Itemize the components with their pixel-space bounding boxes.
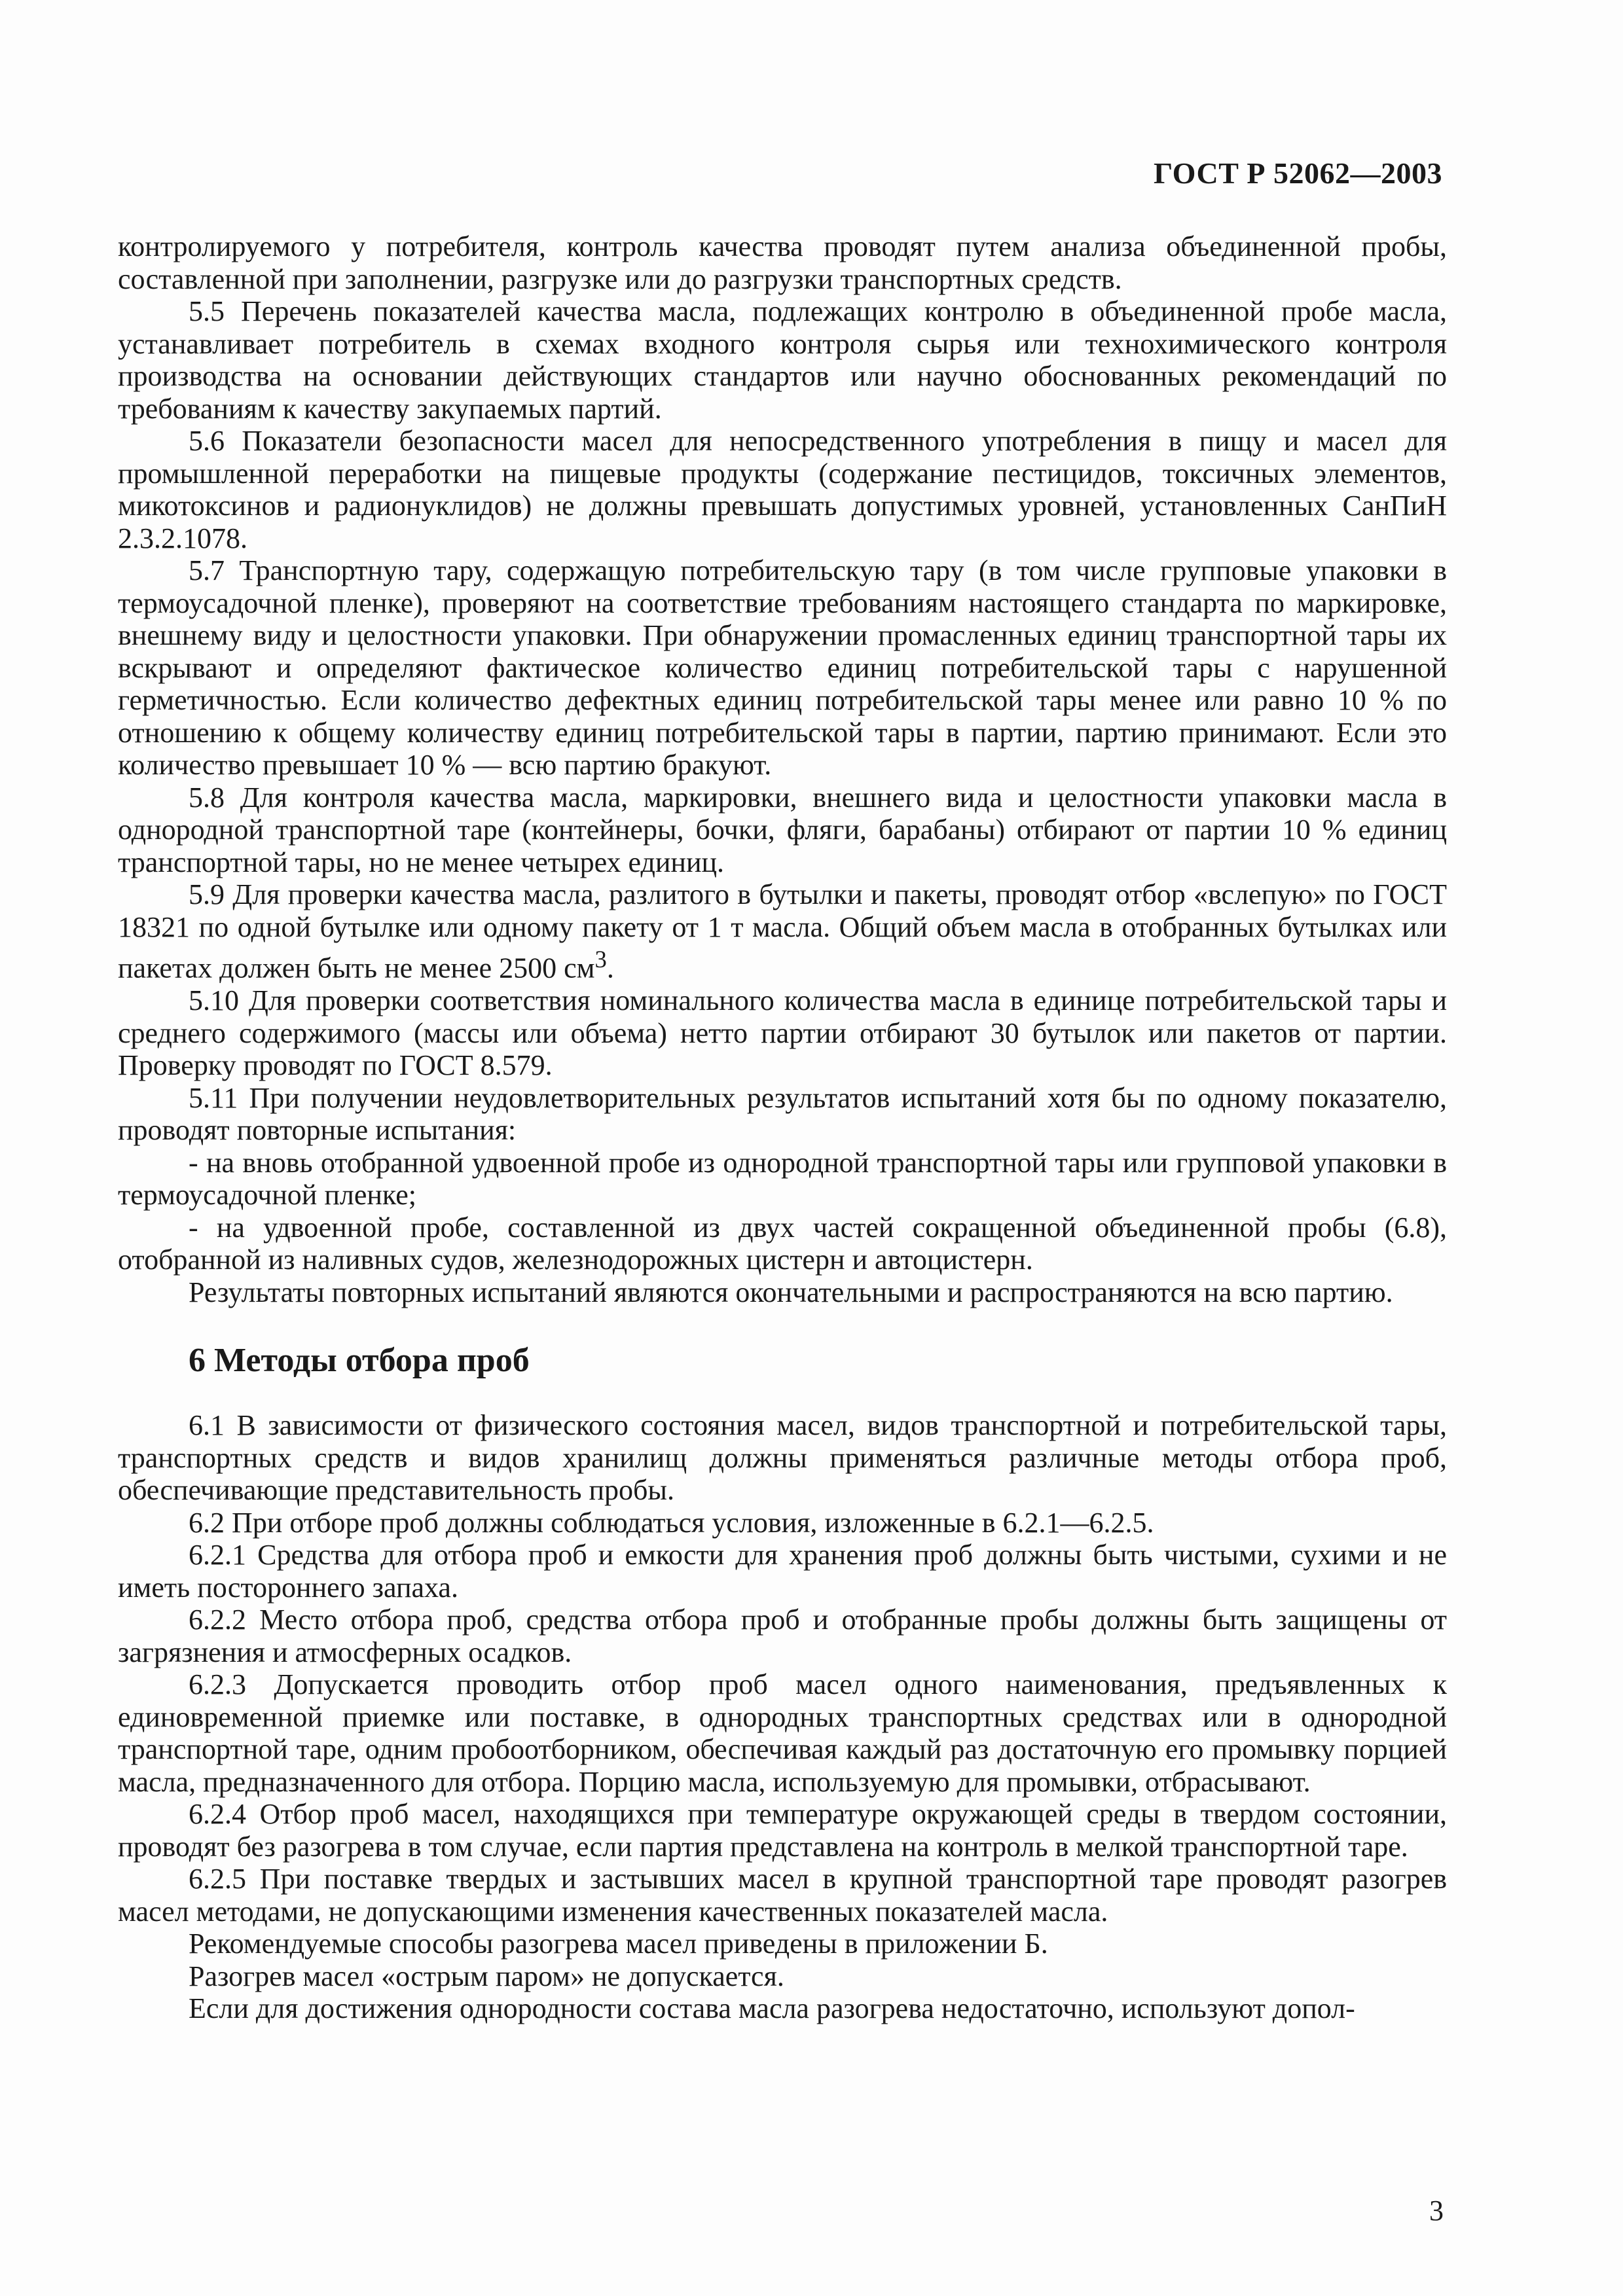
paragraph-homogeneity: Если для достижения однородности состава масла разогрева недостаточно, используют допол- (189, 1992, 1355, 2025)
paragraph-5-8: 5.8 Для контроля качества масла, маркировки, внешнего вида и целостности упаковки масла в однородной транспортной таре (контейнеры, бочки, фляги, барабаны) отбирают от партии 10 % единиц транспортной тары, но не менее четырех единиц. (118, 781, 1447, 878)
paragraph-5-9 (118, 878, 1447, 984)
paragraph-5-9-end: . (606, 952, 614, 984)
paragraph-6-2-4: 6.2.4 Отбор проб масел, находящихся при температуре окружающей среды в твердом состоянии, проводят без разогрева в том случае, если партия представлена на контроль в мелкой транспортной таре. (118, 1798, 1447, 1863)
list-item-2: - на удвоенной пробе, составленной из двух частей сокращенной объединенной пробы (6.8), отобранной из наливных судов, железнодорожных цистерн и автоцистерн. (118, 1211, 1447, 1276)
list-item-1: - на вновь отобранной удвоенной пробе из однородной транспортной тары или групповой упаковки в термоусадочной пленке; (118, 1146, 1447, 1211)
paragraph-5-5: 5.5 Перечень показателей качества масла, подлежащих контролю в объединенной пробе масла, устанавливает потребитель в схемах входного контроля сырья или технохимического контроля производства на основании действующих стандартов или научно обоснованных рекомендаций по требованиям к качеству закупаемых партий. (118, 295, 1447, 425)
paragraph-5-7: 5.7 Транспортную тару, содержащую потребительскую тару (в том числе групповые упаковки в термоусадочной пленке), проверяют на соответствие требованиям настоящего стандарта по маркировке, внешнему виду и целостности упаковки. При обнаружении промасленных единиц транспортной тары их вскрывают и определяют фактическое количество единиц потребительской тары с нарушенной герметичностью. Если количество дефектных единиц потребительской тары менее или равно 10 % по отношению к общему количеству единиц потребительской тары в партии, партию принимают. Если это количество превышает 10 % — всю партию бракуют. (118, 554, 1447, 781)
paragraph-6-2-5: 6.2.5 При поставке твердых и застывших масел в крупной транспортной таре проводят разогрев масел методами, не допускающими изменения качественных показателей масла. (118, 1863, 1447, 1928)
document-code-header: ГОСТ Р 52062—2003 (1154, 156, 1442, 190)
document-body (118, 230, 1447, 2025)
paragraph-5-10: 5.10 Для проверки соответствия номинального количества масла в единице потребительской тары и среднего содержимого (массы или объема) нетто партии отбирают 30 бутылок или пакетов от партии. Проверку проводят по ГОСТ 8.579. (118, 984, 1447, 1082)
paragraph-results: Результаты повторных испытаний являются окончательными и распространяются на всю партию. (189, 1276, 1393, 1308)
paragraph-6-2-1: 6.2.1 Средства для отбора проб и емкости для хранения проб должны быть чистыми, сухими и не иметь постороннего запаха. (118, 1539, 1447, 1604)
paragraph-steam-prohibited: Разогрев масел «острым паром» не допускается. (189, 1960, 784, 1992)
paragraph-6-1: 6.1 В зависимости от физического состояния масел, видов транспортной и потребительской тары, транспортных средств и видов хранилищ должны применяться различные методы отбора проб, обеспечивающие представительность пробы. (118, 1409, 1447, 1507)
paragraph-5-9-text: 5.9 Для проверки качества масла, разлитого в бутылки и пакеты, проводят отбор «вслепую» по ГОСТ 18321 по одной бутылке или одному пакету от 1 т масла. Общий объем масла в отобранных бутылках или пакетах должен быть не менее 2500 см (118, 878, 1447, 984)
paragraph-5-11: 5.11 При получении неудовлетворительных результатов испытаний хотя бы по одному показателю, проводят повторные испытания: (118, 1081, 1447, 1147)
section-6-title: 6 Методы отбора проб (189, 1342, 530, 1380)
paragraph-6-2: 6.2 При отборе проб должны соблюдаться условия, изложенные в 6.2.1—6.2.5. (189, 1506, 1154, 1539)
paragraph-continuation: контролируемого у потребителя, контроль качества проводят путем анализа объединенной пробы, составленной при заполнении, разгрузке или до разгрузки транспортных средств. (118, 230, 1447, 295)
paragraph-6-2-2: 6.2.2 Место отбора проб, средства отбора проб и отобранные пробы должны быть защищены от загрязнения и атмосферных осадков. (118, 1604, 1447, 1668)
paragraph-5-6: 5.6 Показатели безопасности масел для непосредственного употребления в пищу и масел для промышленной переработки на пищевые продукты (содержание пестицидов, токсичных элементов, микотоксинов и радионуклидов) не должны превышать допустимых уровней, установленных СанПиН 2.3.2.1078. (118, 425, 1447, 554)
superscript-3: 3 (594, 946, 607, 973)
paragraph-reheat-methods: Рекомендуемые способы разогрева масел приведены в приложении Б. (189, 1928, 1048, 1960)
paragraph-6-2-3: 6.2.3 Допускается проводить отбор проб масел одного наименования, предъявленных к единовременной приемке или поставке, в однородных транспортных средствах или в однородной транспортной таре, одним пробоотборником, обеспечивая каждый раз достаточную его промывку порцией масла, предназначенного для отбора. Порцию масла, используемую для промывки, отбрасывают. (118, 1668, 1447, 1798)
page-number: 3 (1429, 2195, 1444, 2227)
